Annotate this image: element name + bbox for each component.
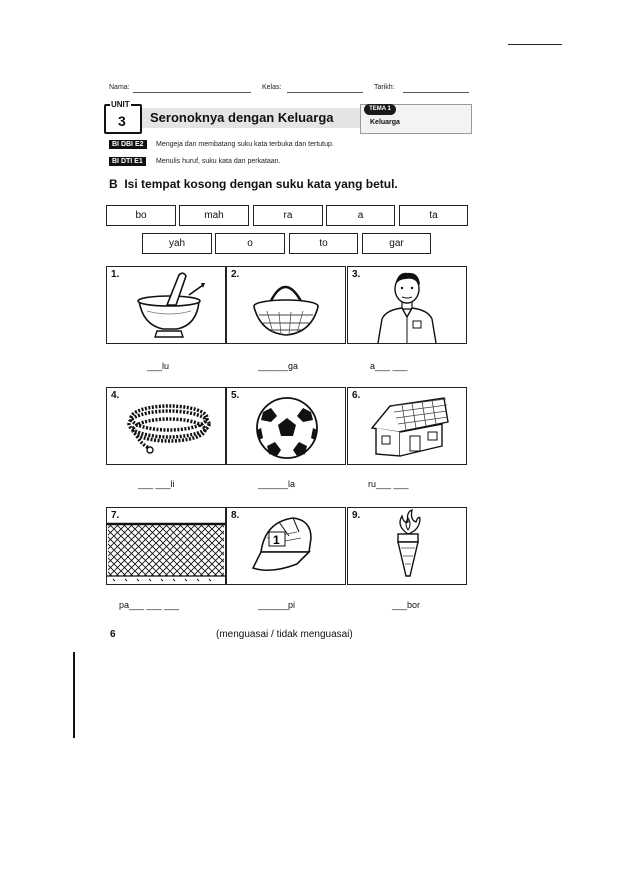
syllable-box: gar (362, 233, 431, 254)
answer-blank[interactable]: ______pi (258, 600, 296, 610)
page-number: 6 (110, 629, 116, 640)
unit-label: UNIT (111, 100, 130, 109)
item-number: 1. (111, 269, 120, 280)
kelas-field[interactable] (287, 92, 363, 93)
answer-blank[interactable]: a___ ___ (370, 361, 408, 371)
standard-text-2: Menulis huruf, suku kata dan perkataan. (156, 158, 281, 165)
standard-text-1: Mengeja dan membatang suku kata terbuka dan tertutup. (156, 141, 334, 148)
tarikh-field[interactable] (403, 92, 469, 93)
item-number: 8. (231, 510, 240, 521)
section-instruction (109, 177, 398, 191)
picture-card-father (347, 266, 467, 344)
syllable-box: yah (142, 233, 212, 254)
syllable-box: bo (106, 205, 176, 226)
torch-icon (348, 508, 466, 584)
answer-blank[interactable]: ______ga (258, 361, 299, 371)
father-icon (348, 267, 466, 343)
syllable-box: to (289, 233, 358, 254)
corner-rule (508, 44, 562, 45)
section-text: Isi tempat kosong dengan suku kata yang betul. (124, 177, 398, 191)
mortar-and-pestle-icon (107, 267, 225, 343)
syllable-box: ta (399, 205, 468, 226)
margin-bar (73, 652, 75, 738)
syllable-box: ra (253, 205, 323, 226)
tema-name: Keluarga (370, 119, 400, 126)
standard-code-1: BI DBI E2 (109, 140, 147, 149)
basket-icon (227, 267, 345, 343)
answer-blank[interactable]: ru___ ___ (368, 479, 409, 489)
soccer-ball-icon (227, 388, 345, 464)
tema-badge: TEMA 1 (364, 104, 396, 115)
answer-blank[interactable]: pa___ ___ ___ (119, 600, 180, 610)
cap-icon (227, 508, 345, 584)
item-number: 3. (352, 269, 361, 280)
page-title: Seronoknya dengan Keluarga (150, 110, 334, 125)
picture-card-house (347, 387, 467, 465)
syllable-box: o (215, 233, 285, 254)
syllable-box: mah (179, 205, 249, 226)
standard-code-2: BI DTI E1 (109, 157, 146, 166)
picture-card-basket (226, 266, 346, 344)
syllable-box: a (326, 205, 395, 226)
item-number: 7. (111, 510, 120, 521)
net-icon (107, 508, 225, 584)
rope-icon (107, 388, 225, 464)
house-icon (348, 388, 466, 464)
picture-card-mortar (106, 266, 226, 344)
item-number: 4. (111, 390, 120, 401)
nama-field[interactable] (133, 92, 251, 93)
tarikh-label: Tarikh: (374, 84, 395, 91)
answer-blank[interactable]: ___ ___li (138, 479, 175, 489)
item-number: 6. (352, 390, 361, 401)
kelas-label: Kelas: (262, 84, 282, 91)
item-number: 2. (231, 269, 240, 280)
nama-label: Nama: (109, 84, 130, 91)
mastery-note: (menguasai / tidak menguasai) (216, 629, 353, 640)
cap-number: 1 (273, 533, 280, 547)
section-letter: B (109, 177, 118, 191)
picture-card-cap (226, 507, 346, 585)
picture-card-rope (106, 387, 226, 465)
answer-blank[interactable]: ___bor (392, 600, 421, 610)
item-number: 9. (352, 510, 361, 521)
answer-blank[interactable]: ______la (258, 479, 296, 489)
item-number: 5. (231, 390, 240, 401)
picture-card-torch (347, 507, 467, 585)
unit-number: 3 (118, 113, 126, 129)
picture-card-ball (226, 387, 346, 465)
picture-card-net (106, 507, 226, 585)
answer-blank[interactable]: ___lu (147, 361, 170, 371)
